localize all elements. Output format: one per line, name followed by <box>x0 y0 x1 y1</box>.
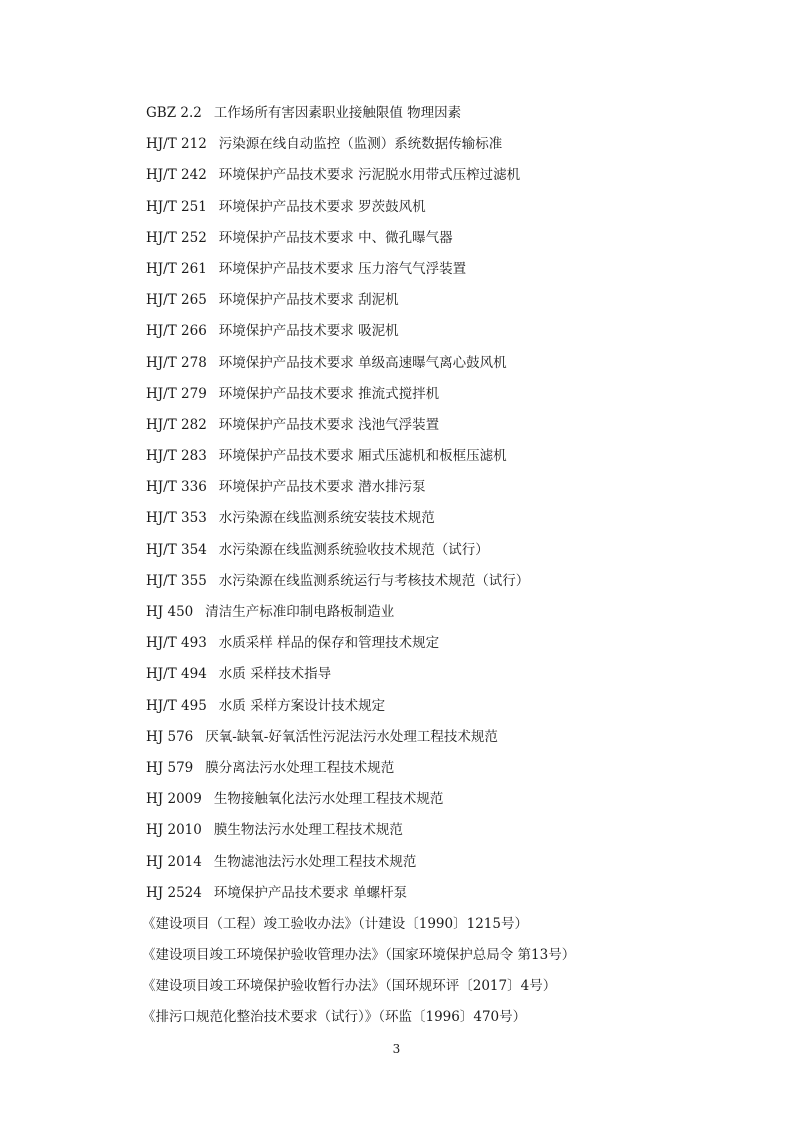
regulation-document-item: 《排污口规范化整治技术要求（试行）》（环监〔1996〕470号） <box>142 1009 527 1026</box>
reference-title: 环境保护产品技术要求 污泥脱水用带式压榨过滤机 <box>218 167 521 184</box>
reference-item <box>146 129 756 160</box>
reference-code: HJ 579 <box>146 759 194 776</box>
reference-code: HJ/T 283 <box>146 448 207 465</box>
reference-list <box>142 98 756 1034</box>
reference-code: HJ/T 266 <box>146 323 207 340</box>
reference-item <box>146 753 756 784</box>
reference-item <box>146 659 756 690</box>
reference-code: HJ/T 242 <box>146 167 207 184</box>
reference-title: 环境保护产品技术要求 吸泥机 <box>218 323 399 340</box>
reference-title: 生物滤池法污水处理工程技术规范 <box>213 853 417 870</box>
reference-item <box>146 348 756 379</box>
reference-item <box>146 535 756 566</box>
reference-title: 水质 采样技术指导 <box>218 666 332 683</box>
reference-title: 环境保护产品技术要求 单螺杆泵 <box>213 884 408 901</box>
reference-title: 环境保护产品技术要求 推流式搅拌机 <box>218 385 440 402</box>
reference-title: 环境保护产品技术要求 潜水排污泵 <box>218 479 426 496</box>
reference-title: 污染源在线自动监控（监测）系统数据传输标准 <box>218 136 503 153</box>
reference-item <box>146 597 756 628</box>
reference-code: HJ 450 <box>146 604 194 620</box>
reference-title: 环境保护产品技术要求 中、微孔曝气器 <box>218 229 453 246</box>
reference-code: HJ 2014 <box>146 853 202 870</box>
reference-code: HJ/T 282 <box>146 416 207 433</box>
reference-code: HJ/T 494 <box>146 666 207 683</box>
reference-code: HJ/T 493 <box>146 635 207 652</box>
reference-item <box>146 815 756 846</box>
reference-title: 水质 采样方案设计技术规定 <box>218 697 386 714</box>
reference-item <box>146 441 756 472</box>
reference-item <box>146 316 756 347</box>
reference-title: 生物接触氧化法污水处理工程技术规范 <box>213 791 444 808</box>
reference-item <box>146 722 756 753</box>
reference-item <box>146 566 756 597</box>
reference-item <box>146 847 756 878</box>
regulation-document-item: 《建设项目竣工环境保护验收暂行办法》（国环规环评〔2017〕4号） <box>142 978 557 995</box>
reference-item <box>146 784 756 815</box>
reference-title: 环境保护产品技术要求 刮泥机 <box>218 292 399 309</box>
reference-code: HJ/T 495 <box>146 697 207 714</box>
reference-item <box>146 691 756 722</box>
reference-item <box>146 254 756 285</box>
reference-code: HJ/T 265 <box>146 292 207 309</box>
reference-title: 环境保护产品技术要求 浅池气浮装置 <box>218 416 440 433</box>
regulation-document-item: 《建设项目（工程）竣工验收办法》（计建设〔1990〕1215号） <box>142 915 528 932</box>
reference-item <box>146 285 756 316</box>
reference-title: 工作场所有害因素职业接触限值 物理因素 <box>213 105 462 121</box>
reference-code: HJ/T 212 <box>146 136 207 153</box>
reference-item <box>146 472 756 503</box>
reference-title: 清洁生产标准印制电路板制造业 <box>205 604 395 620</box>
reference-title: 环境保护产品技术要求 单级高速曝气离心鼓风机 <box>218 354 507 371</box>
reference-code: HJ/T 336 <box>146 479 207 496</box>
reference-title: 环境保护产品技术要求 压力溶气气浮装置 <box>218 260 467 277</box>
reference-title: 膜分离法污水处理工程技术规范 <box>205 759 395 776</box>
page-number: 3 <box>392 1042 401 1056</box>
reference-item <box>146 410 756 441</box>
reference-code: HJ 576 <box>146 728 194 745</box>
reference-title: 环境保护产品技术要求 罗茨鼓风机 <box>218 198 426 215</box>
reference-title: 水污染源在线监测系统安装技术规范 <box>218 510 435 527</box>
reference-code: HJ/T 252 <box>146 229 207 246</box>
reference-item <box>146 223 756 254</box>
reference-item <box>146 192 756 223</box>
reference-item <box>146 628 756 659</box>
reference-code: HJ 2524 <box>146 884 202 901</box>
reference-title: 水污染源在线监测系统运行与考核技术规范（试行） <box>218 572 530 589</box>
reference-code: HJ/T 354 <box>146 541 207 558</box>
reference-title: 水污染源在线监测系统验收技术规范（试行） <box>218 541 489 558</box>
reference-title: 环境保护产品技术要求 厢式压滤机和板框压滤机 <box>218 448 507 465</box>
regulation-document-item: 《建设项目竣工环境保护验收管理办法》（国家环境保护总局令 第13号） <box>142 947 576 964</box>
reference-code: HJ/T 251 <box>146 198 207 215</box>
reference-title: 水质采样 样品的保存和管理技术规定 <box>218 635 440 652</box>
reference-code: HJ/T 261 <box>146 260 207 277</box>
reference-item <box>146 98 756 129</box>
reference-title: 厌氧-缺氧-好氧活性污泥法污水处理工程技术规范 <box>205 728 498 745</box>
reference-item <box>146 503 756 534</box>
reference-code: HJ/T 353 <box>146 510 207 527</box>
reference-item <box>146 160 756 191</box>
reference-item <box>146 379 756 410</box>
reference-code: HJ/T 279 <box>146 385 207 402</box>
reference-code: GBZ 2.2 <box>146 105 202 121</box>
reference-code: HJ/T 355 <box>146 572 207 589</box>
reference-code: HJ 2010 <box>146 822 202 839</box>
reference-title: 膜生物法污水处理工程技术规范 <box>213 822 403 839</box>
reference-item <box>146 878 756 909</box>
reference-code: HJ/T 278 <box>146 354 207 371</box>
reference-code: HJ 2009 <box>146 791 202 808</box>
